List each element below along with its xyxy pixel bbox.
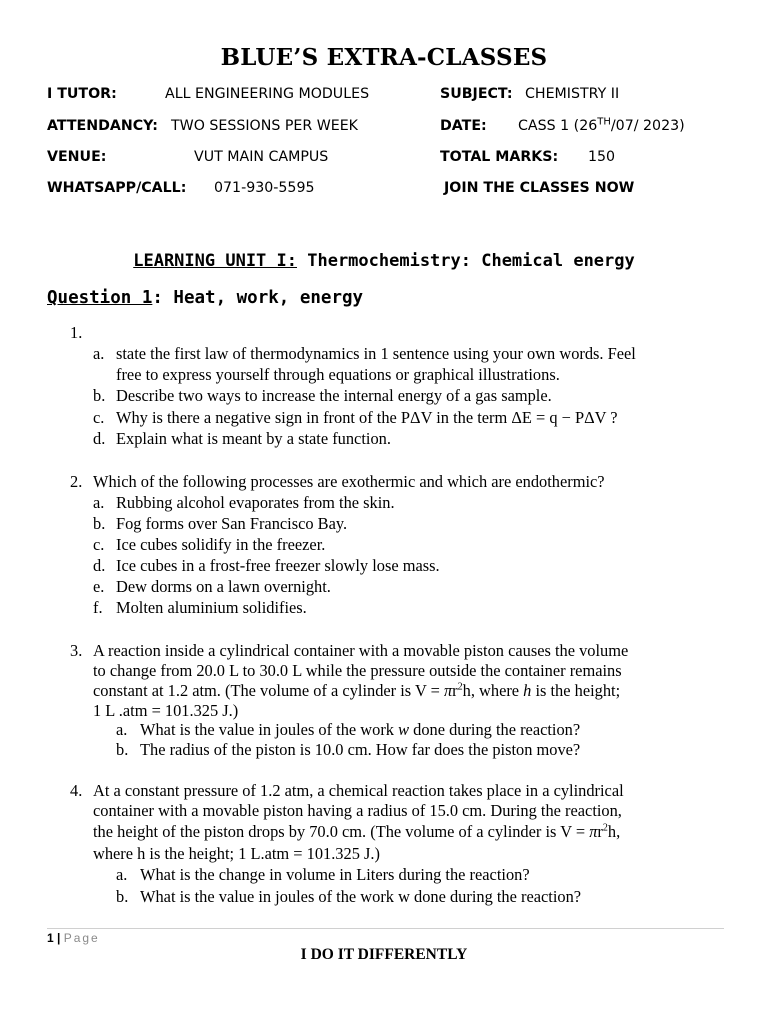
item-2d-text: Ice cubes in a frost-free freezer slowly lose mass. — [116, 556, 440, 575]
item-3a-letter: a. — [116, 720, 128, 739]
item-2d-letter: d. — [93, 556, 106, 575]
join-classes-text: JOIN THE CLASSES NOW — [444, 180, 635, 196]
pi-symbol: π — [589, 822, 598, 841]
item-3-line1: A reaction inside a cylindrical container with a movable piston causes the volume — [93, 641, 629, 660]
item-2b-text: Fog forms over San Francisco Bay. — [116, 514, 348, 533]
total-marks-label: TOTAL MARKS: — [440, 149, 559, 165]
learning-unit-title: Thermochemistry: Chemical energy — [297, 251, 635, 271]
attendancy-value: TWO SESSIONS PER WEEK — [171, 118, 358, 134]
item-4b-text: What is the value in joules of the work w done during the reaction? — [140, 887, 582, 906]
item-3a-w: w — [398, 720, 410, 739]
question-title: : Heat, work, energy — [152, 288, 364, 308]
item-3-number: 3. — [70, 641, 83, 660]
item-3-line2: to change from 20.0 L to 30.0 L while the pressure outside the container remains — [93, 661, 622, 680]
item-1d-letter: d. — [93, 429, 106, 448]
item-3-line3-c: is the height; — [531, 681, 621, 700]
item-2a-text: Rubbing alcohol evaporates from the skin. — [116, 493, 395, 512]
item-1a-line1: state the first law of thermodynamics in 1 sentence using your own words. Feel — [116, 344, 636, 363]
item-1a-letter: a. — [93, 344, 105, 363]
footer-divider — [47, 928, 724, 929]
pi-symbol: π — [443, 681, 453, 700]
item-3a-pre: What is the value in joules of the work — [140, 720, 399, 739]
item-3-line3 — [93, 680, 620, 701]
date-value-post: /07/ 2023) — [610, 118, 685, 134]
item-2c-letter: c. — [93, 535, 105, 554]
item-3a-text — [140, 719, 580, 740]
item-2f-text: Molten aluminium solidifies. — [116, 598, 307, 617]
item-4-line3 — [93, 821, 620, 842]
date-label: DATE: — [440, 118, 487, 134]
venue-label: VENUE: — [47, 149, 107, 165]
item-2f-letter: f. — [93, 598, 103, 617]
question-label: Question 1 — [47, 288, 153, 308]
document-title: BLUE’S EXTRA-CLASSES — [220, 44, 548, 71]
date-value-sup: TH — [597, 116, 611, 128]
item-4-line3-r: r — [597, 822, 603, 841]
item-3-line3-a: constant at 1.2 atm. (The volume of a cylinder is V = — [93, 681, 444, 700]
attendancy-label: ATTENDANCY: — [47, 118, 158, 134]
item-4-line2: container with a movable piston having a radius of 15.0 cm. During the reaction, — [93, 801, 622, 820]
item-4-line4: where h is the height; 1 L.atm = 101.325 J.) — [93, 844, 380, 863]
item-3b-text: The radius of the piston is 10.0 cm. How far does the piston move? — [140, 740, 581, 759]
item-3a-post: done during the reaction? — [409, 720, 581, 739]
total-marks-value: 150 — [588, 149, 616, 165]
subject-label: SUBJECT: — [440, 86, 513, 102]
item-2e-text: Dew dorms on a lawn overnight. — [116, 577, 331, 596]
item-4-line3-sup: 2 — [602, 822, 608, 834]
item-3-line3-b: h, where — [462, 681, 524, 700]
venue-value: VUT MAIN CAMPUS — [194, 149, 329, 165]
item-4a-letter: a. — [116, 865, 128, 884]
item-4-line1: At a constant pressure of 1.2 atm, a chemical reaction takes place in a cylindrical — [93, 781, 624, 800]
item-1-number: 1. — [70, 323, 83, 342]
item-3-line3-r: r — [452, 681, 458, 700]
item-4a-text: What is the change in volume in Liters during the reaction? — [140, 865, 530, 884]
page-number — [47, 931, 100, 945]
page-number-value: 1 | — [47, 931, 64, 945]
item-1b-letter: b. — [93, 386, 106, 405]
item-2-number: 2. — [70, 472, 83, 491]
footer-motto: I DO IT DIFFERENTLY — [300, 946, 468, 963]
item-3-line3-h: h — [523, 681, 532, 700]
whatsapp-value: 071-930-5595 — [214, 180, 315, 196]
item-1c-letter: c. — [93, 408, 105, 427]
item-4b-letter: b. — [116, 887, 129, 906]
learning-unit-heading — [0, 251, 768, 271]
date-value — [518, 118, 685, 134]
question-heading — [47, 288, 363, 308]
item-4-line3-a: the height of the piston drops by 70.0 cm. (The volume of a cylinder is V = — [93, 822, 590, 841]
item-3-line3-sup: 2 — [457, 681, 463, 693]
tutor-value: ALL ENGINEERING MODULES — [165, 86, 370, 102]
item-1c-text: Why is there a negative sign in front of the PΔV in the term ΔE = q − PΔV ? — [116, 408, 618, 427]
subject-value: CHEMISTRY II — [525, 86, 620, 102]
item-2-stem: Which of the following processes are exothermic and which are endothermic? — [93, 472, 605, 491]
date-value-pre: CASS 1 (26 — [518, 118, 598, 134]
item-2b-letter: b. — [93, 514, 106, 533]
item-2c-text: Ice cubes solidify in the freezer. — [116, 535, 326, 554]
item-2a-letter: a. — [93, 493, 105, 512]
item-1b-text: Describe two ways to increase the internal energy of a gas sample. — [116, 386, 552, 405]
learning-unit-label: LEARNING UNIT I: — [133, 251, 297, 271]
item-4-number: 4. — [70, 781, 83, 800]
item-3b-letter: b. — [116, 740, 129, 759]
item-4-line3-b: h, — [607, 822, 621, 841]
item-2e-letter: e. — [93, 577, 105, 596]
item-3-line4: 1 L .atm = 101.325 J.) — [93, 701, 239, 720]
page-word: Page — [63, 931, 100, 945]
whatsapp-label: WHATSAPP/CALL: — [47, 180, 187, 196]
item-1d-text: Explain what is meant by a state function. — [116, 429, 391, 448]
item-1a-line2: free to express yourself through equations or graphical illustrations. — [116, 365, 560, 384]
tutor-label: I TUTOR: — [47, 86, 117, 102]
